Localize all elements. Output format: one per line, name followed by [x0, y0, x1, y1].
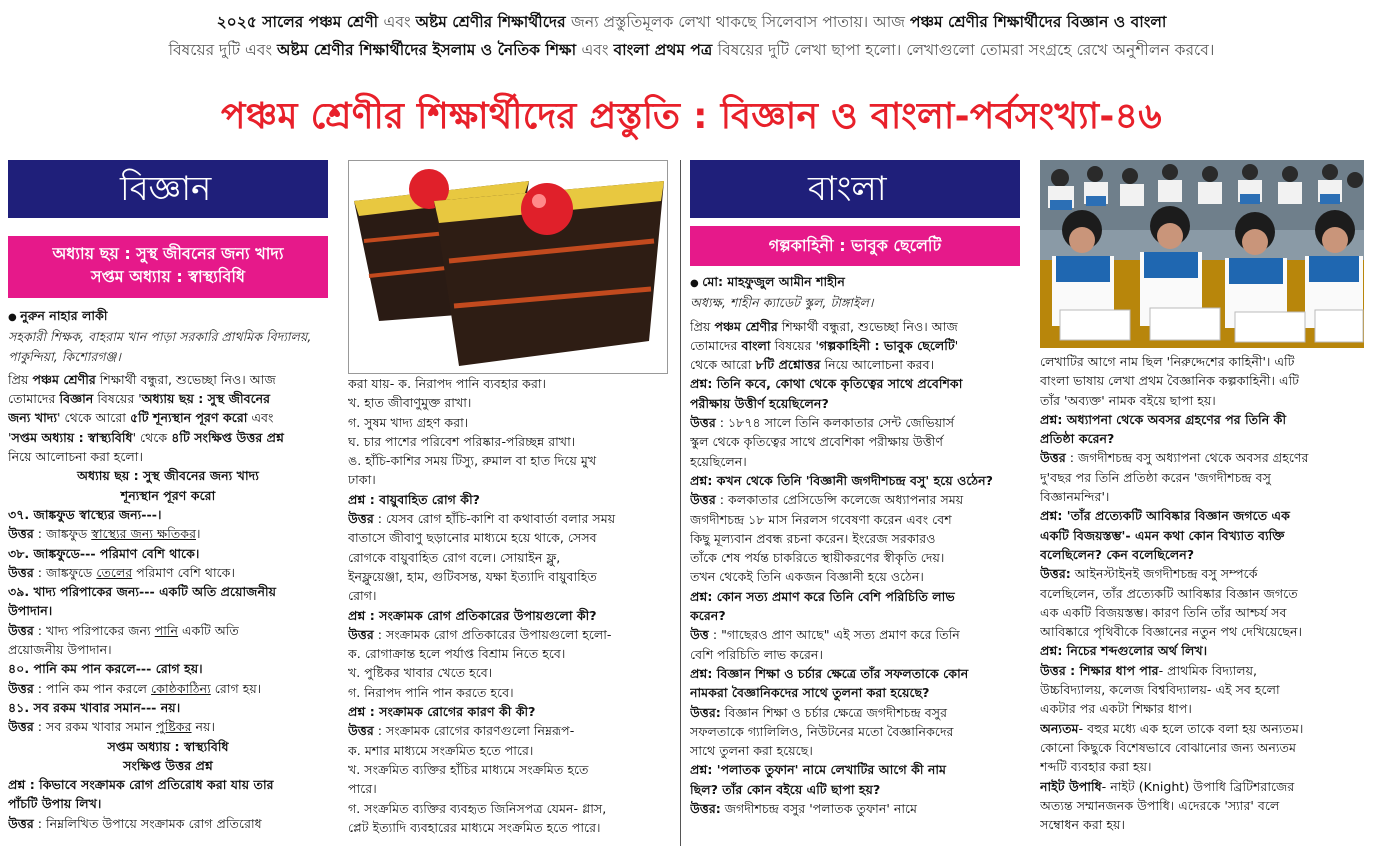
bangla2-seg: শিক্ষার ধাপ পার	[1079, 662, 1159, 678]
intro-seg: বিষয়ের দুটি এবং	[168, 41, 278, 59]
science2-line-20	[348, 760, 668, 779]
science-chapter-1: অধ্যায় ছয় : সুস্থ জীবনের জন্য খাদ্য	[52, 244, 284, 263]
bangla2-line-18	[1040, 699, 1366, 718]
bangla-seg: উত্তর	[690, 415, 716, 431]
bangla2-seg: সম্বোধন করা হয়।	[1040, 817, 1125, 833]
bangla-seg: প্রশ্ন: তিনি কবে, কোথা থেকে কৃতিত্বের সাথে প্রবেশিকা	[690, 376, 963, 392]
bangla-line-21	[690, 722, 1020, 741]
science-seg: অধ্যায় ছয় : সুস্থ জীবনের জন্য খাদ্য	[77, 468, 259, 484]
science2-seg: উত্তর	[348, 626, 374, 642]
science-line-9	[8, 544, 328, 563]
science-line-17	[8, 698, 328, 717]
science2-seg: খ. হাত জীবাণুমুক্ত রাখা।	[348, 395, 472, 411]
bangla-line-13	[690, 567, 1020, 586]
science-column	[8, 160, 328, 850]
bangla-seg: স্কুল থেকে কৃতিত্বের সাথে প্রবেশিকা পরীক্ষায় উত্তীর্ণ	[690, 434, 943, 450]
science2-seg: ক. মশার মাধ্যমে সংক্রমিত হতে পারে।	[348, 742, 534, 758]
science-seg: অধ্যায় ছয় : সুস্থ জীবনের	[141, 391, 271, 407]
bangla-seg: কিছু মূল্যবান প্রবন্ধ রচনা করেন। ইংরেজ সরকারও	[690, 530, 936, 546]
science-seg: : নিম্নলিখিত উপায়ে সংক্রামক রোগ প্রতিরোধ	[33, 815, 262, 831]
science-line-11	[8, 582, 328, 601]
bangla2-seg: বিজ্ঞানমন্দির'।	[1040, 489, 1110, 505]
bangla-seg: প্রশ্ন: 'পলাতক তুফান' নামে লেখাটির আগে কী নাম	[690, 762, 947, 778]
bangla2-line-14	[1040, 622, 1366, 641]
science-line-19	[8, 737, 328, 756]
bangla-line-17	[690, 645, 1020, 664]
bangla2-seg: একটার পর একটা শিক্ষার ধাপ।	[1040, 701, 1192, 717]
bangla2-seg: আইনস্টাইনই জগদীশচন্দ্র বসু সম্পর্কে	[1070, 566, 1258, 582]
science-seg: : সব রকম খাবার সমান	[33, 719, 157, 735]
bangla2-line-15	[1040, 641, 1366, 660]
bangla2-line-16	[1040, 661, 1366, 680]
science-line-20	[8, 756, 328, 775]
science-seg: ।	[196, 526, 201, 542]
bangla-author: ● মো: মাহফুজুল আমীন শাহীন	[690, 272, 1020, 293]
intro-seg: জন্য প্রস্তুতিমূলক লেখা থাকছে সিলেবাস পাতায়। আজ	[571, 13, 910, 31]
science-line-22	[8, 794, 328, 813]
intro-seg: এবং	[383, 13, 416, 31]
science-author-title: সহকারী শিক্ষক, বাহরাম খান পাড়া সরকারি প্রাথমিক বিদ্যালয়, পাকুন্দিয়া, কিশোরগঞ্জ।	[8, 329, 312, 364]
science2-seg: প্রশ্ন : সংক্রামক রোগের কারণ কী কী?	[348, 704, 536, 720]
science-line-14	[8, 640, 328, 659]
page-headline: পঞ্চম শ্রেণীর শিক্ষার্থীদের প্রস্তুতি : বিজ্ঞান ও বাংলা-পর্বসংখ্যা-৪৬	[221, 96, 1162, 137]
bangla-seg: বাংলা	[741, 337, 771, 353]
bangla-seg: হয়েছিলেন।	[690, 453, 747, 469]
science-line-8	[8, 524, 328, 543]
intro-seg: অষ্টম শ্রেণীর শিক্ষার্থীদের ইসলাম ও নৈতিক শিক্ষা	[277, 41, 582, 59]
bangla2-line-13	[1040, 603, 1366, 622]
science-column-continued	[348, 374, 668, 846]
bangla-seg: সফলতাকে গ্যালিলিও, নিউটনের মতো বৈজ্ঞানিকদের	[690, 723, 954, 739]
science-seg: পুষ্টিকর	[156, 719, 192, 735]
bangla2-line-6	[1040, 468, 1366, 487]
bangla-line-5	[690, 413, 1020, 432]
science-seg: জন্য খাদ্য	[8, 410, 58, 426]
bangla2-seg: : জগদীশচন্দ্র বসু অধ্যাপনা থেকে অবসর গ্রহণের	[1065, 450, 1309, 466]
science2-seg: ক. রোগাক্রান্ত হলে পর্যাপ্ত বিশ্রাম নিতে হবে।	[348, 646, 566, 662]
science-seg: প্রশ্ন : কিভাবে সংক্রামক রোগ প্রতিরোধ করা যায় তার	[8, 777, 274, 793]
bangla-line-0	[690, 317, 1020, 336]
science-seg: '	[8, 429, 12, 445]
science-seg: প্রিয়	[8, 371, 33, 387]
bangla-seg: বেশি পরিচিতি লাভ করেন।	[690, 646, 823, 662]
bangla2-seg: উত্তর	[1040, 450, 1066, 466]
bangla2-seg: বলেছিলেন? কেন বলেছিলেন?	[1040, 546, 1195, 562]
science2-line-13	[348, 625, 668, 644]
science-line-18	[8, 717, 328, 736]
science-seg: পরিমাণ বেশি থাকে।	[132, 564, 235, 580]
science-seg: উপাদান।	[8, 603, 53, 619]
science-seg: শিক্ষার্থী বন্ধুরা, শুভেচ্ছা নিও। আজ	[95, 371, 276, 387]
bangla2-seg: প্রশ্ন: 'তাঁর প্রত্যেকটি আবিষ্কার বিজ্ঞান জগতে এক	[1040, 508, 1290, 524]
bangla2-seg: নাইট উপাধি	[1040, 778, 1102, 794]
bangla2-line-2	[1040, 391, 1366, 410]
science-seg: তোমাদের	[8, 391, 60, 407]
science-seg: পাঁচটি উপায় লিখ।	[8, 796, 102, 812]
science-seg: সপ্তম অধ্যায় : স্বাস্থ্যবিধি	[11, 429, 133, 445]
science2-line-12	[348, 606, 668, 625]
bangla2-seg: - বহুর মধ্যে এক হলে তাকে বলা হয় অন্যতম।	[1078, 720, 1304, 736]
science-seg: : খাদ্য পরিপাকের জন্য	[33, 622, 155, 638]
science-body-continued	[348, 374, 668, 837]
bangla2-seg: এক একটি বিজয়স্তম্ভ। কারণ তিনি তাঁর আশ্চর্য সব	[1040, 604, 1287, 620]
bangla-seg: উত্তর:	[690, 801, 721, 817]
science2-line-22	[348, 799, 668, 818]
bangla2-seg: উত্তর :	[1040, 662, 1080, 678]
bangla-seg: পরীক্ষায় উত্তীর্ণ হয়েছিলেন?	[690, 395, 829, 411]
bangla-seg: : "গাছেরও প্রাণ আছে" এই সত্য প্রমাণ করে তিনি	[708, 627, 960, 643]
science2-seg: : যেসব রোগ হাঁচি-কাশি বা কথাবার্তা বলার সময়	[373, 511, 616, 527]
intro-seg: এবং	[581, 41, 614, 59]
science2-line-5	[348, 470, 668, 489]
bangla-seg: তখন থেকেই তিনি একজন বিজ্ঞানী হয়ে ওঠেন।	[690, 569, 924, 585]
science2-line-14	[348, 644, 668, 663]
bangla-line-4	[690, 394, 1020, 413]
science-seg: ' থেকে আরো	[57, 410, 130, 426]
bangla-seg: : ১৮৭৪ সালে তিনি কলকাতার সেন্ট জেভিয়ার্স	[715, 415, 955, 431]
science-seg: কোষ্ঠকাঠিন্য	[151, 680, 211, 696]
bangla2-seg: - নাইট (Knight) উপাধি ব্রিটিশরাজের	[1101, 778, 1295, 794]
bangla-seg: তাঁকে শেষ পর্যন্ত চাকরিতে স্থায়ীকরণের স্বীকৃতি দেয়।	[690, 550, 945, 566]
bangla-seg: জগদীশচন্দ্র বসুর 'পলাতক তুফান' নামে	[720, 801, 918, 817]
bangla2-line-5	[1040, 448, 1366, 467]
science2-line-2	[348, 413, 668, 432]
bangla-line-16	[690, 625, 1020, 644]
bangla-seg: বিষয়ের '	[770, 337, 820, 353]
bangla-seg: '	[954, 337, 959, 353]
science-seg: পানি	[154, 622, 179, 638]
bangla2-seg: - প্রাথমিক বিদ্যালয়,	[1158, 662, 1258, 678]
bangla-seg: উত্ত	[690, 627, 709, 643]
bangla-line-15	[690, 606, 1020, 625]
bangla-seg: উত্তর	[690, 492, 716, 508]
bangla-seg: প্রশ্ন: বিজ্ঞান শিক্ষা ও চর্চার ক্ষেত্রে তাঁর সফলতাকে কোন	[690, 665, 969, 681]
bangla2-line-10	[1040, 545, 1366, 564]
intro-line-1	[0, 8, 1383, 36]
bangla-body-continued	[1040, 352, 1366, 834]
bangla-line-25	[690, 799, 1020, 818]
bangla-banner: বাংলা	[690, 160, 1020, 218]
cake-image	[348, 160, 668, 374]
science2-seg: ঢাকা।	[348, 472, 376, 488]
bangla-column-continued	[1040, 352, 1366, 846]
bangla2-seg: শব্দটি ব্যবহার করা হয়।	[1040, 759, 1152, 775]
science-seg: উত্তর	[8, 526, 34, 542]
bangla-line-1	[690, 336, 1020, 355]
bangla2-seg: বলেছিলেন, তাঁর প্রত্যেকটি আবিষ্কার বিজ্ঞান জগতে	[1040, 585, 1298, 601]
science2-seg: গ. সংক্রমিত ব্যক্তির ব্যবহৃত জিনিসপত্র যেমন- গ্লাস,	[348, 800, 607, 816]
bangla2-seg: প্রশ্ন: নিচের শব্দগুলোর অর্থ লিখ।	[1040, 643, 1208, 659]
bangla2-line-9	[1040, 526, 1366, 545]
bangla-line-11	[690, 529, 1020, 548]
intro-seg: অষ্টম শ্রেণীর শিক্ষার্থীদের	[415, 13, 571, 31]
science2-seg: : সংক্রামক রোগের কারণগুলো নিম্নরূপ-	[373, 723, 575, 739]
intro-seg: ২০২৫ সালের	[216, 13, 309, 31]
science2-seg: করা যায়- ক. নিরাপদ পানি ব্যবহার করা।	[348, 376, 547, 391]
bangla-line-2	[690, 355, 1020, 374]
science2-seg: প্রশ্ন : বায়ুবাহিত রোগ কী?	[348, 491, 480, 507]
bangla-seg: প্রশ্ন: কোন সত্য প্রমাণ করে তিনি বেশি পরিচিতি লাভ	[690, 588, 955, 604]
bangla-seg: শিক্ষার্থী বন্ধুরা, শুভেচ্ছা নিও। আজ	[777, 318, 958, 334]
science-seg: তেলের	[96, 564, 133, 580]
science2-seg: উত্তর	[348, 511, 374, 527]
science2-line-21	[348, 779, 668, 798]
bangla-line-7	[690, 452, 1020, 471]
bangla-line-6	[690, 432, 1020, 451]
bangla2-line-21	[1040, 757, 1366, 776]
science-seg: ৩৯. খাদ্য পরিপাকের জন্য--- একটি অতি প্রয়োজনীয়	[8, 584, 276, 600]
science2-line-17	[348, 702, 668, 721]
bangla-seg: জগদীশচন্দ্র ১৮ মাস নিরলস গবেষণা করেন এবং বেশ	[690, 511, 952, 527]
science2-seg: ইনফ্লুয়েঞ্জা, হাম, গুটিবসন্ত, যক্ষা ইত্যাদি বায়ুবাহিত	[348, 568, 597, 584]
science-seg: রোগ হয়।	[210, 680, 262, 696]
bangla2-line-8	[1040, 506, 1366, 525]
science2-line-3	[348, 432, 668, 451]
science-line-4	[8, 447, 328, 466]
science-line-16	[8, 679, 328, 698]
bangla2-seg: অন্যতম	[1040, 720, 1079, 736]
bangla-seg: : কলকাতার প্রেসিডেন্সি কলেজে অধ্যাপনার সময়	[715, 492, 964, 508]
science-seg: ৪টি সংক্ষিপ্ত উত্তর প্রশ্ন	[171, 429, 284, 445]
intro-seg: বিষয়ের দুটি লেখা ছাপা হলো। লেখাগুলো তোমরা সংগ্রহে রেখে অনুশীলন করবে।	[717, 41, 1215, 59]
science2-line-10	[348, 567, 668, 586]
science-seg: পঞ্চম শ্রেণীর	[32, 371, 96, 387]
bangla2-line-23	[1040, 796, 1366, 815]
bangla-line-18	[690, 664, 1020, 683]
bangla2-seg: প্রশ্ন: অধ্যাপনা থেকে অবসর গ্রহণের পর তিনি কী	[1040, 411, 1287, 427]
intro-seg: বাংলা প্রথম পত্র	[613, 41, 718, 59]
bangla-line-24	[690, 780, 1020, 799]
bangla2-line-4	[1040, 429, 1366, 448]
bangla2-line-1	[1040, 371, 1366, 390]
science-line-0	[8, 370, 328, 389]
science2-line-15	[348, 663, 668, 682]
bangla-seg: নামকরা বৈজ্ঞানিকদের সাথে তুলনা করা হয়েছে?	[690, 685, 930, 701]
science-body	[8, 370, 328, 833]
bangla2-line-20	[1040, 738, 1366, 757]
bangla2-seg: অত্যন্ত সম্মানজনক উপাধি। এদেরকে 'স্যার' বলে	[1040, 797, 1280, 813]
bangla-seg: সাথে তুলনা করা হয়েছে।	[690, 743, 813, 759]
science-seg: ৩৭. জাঙ্কফুড স্বাস্থ্যের জন্য---।	[8, 506, 162, 522]
science2-line-4	[348, 451, 668, 470]
bangla-line-22	[690, 741, 1020, 760]
science2-seg: প্লেট ইত্যাদি ব্যবহারের মাধ্যমে সংক্রমিত হতে পারে।	[348, 819, 601, 835]
bangla2-line-22	[1040, 777, 1366, 796]
science2-seg: রোগ।	[348, 588, 377, 604]
bangla2-seg: তাঁর 'অব্যক্ত' নামক বইয়ে ছাপা হয়।	[1040, 392, 1216, 408]
bangla2-seg: প্রতিষ্ঠা করেন?	[1040, 431, 1115, 447]
science-line-21	[8, 775, 328, 794]
science-seg: : জাঙ্কফুড	[33, 526, 92, 542]
science-line-6	[8, 486, 328, 505]
science-line-12	[8, 601, 328, 620]
bangla-line-9	[690, 490, 1020, 509]
science-seg: ৫টি শূন্যস্থান পূরণ করো	[129, 410, 248, 426]
science2-line-1	[348, 393, 668, 412]
bangla2-line-0	[1040, 352, 1366, 371]
bangla-line-23	[690, 760, 1020, 779]
bangla-body	[690, 317, 1020, 819]
science-seg: : জাঙ্কফুডে	[33, 564, 97, 580]
science2-seg: পারে।	[348, 781, 377, 797]
bangla-line-10	[690, 510, 1020, 529]
science2-seg: রোগকে বায়ুবাহিত রোগ বলে। সোয়াইন ফ্লু,	[348, 549, 561, 565]
bangla-story-box: গল্পকাহিনী : ভাবুক ছেলেটি	[690, 226, 1020, 266]
bangla-line-12	[690, 548, 1020, 567]
bangla-seg: প্রশ্ন: কখন থেকে তিনি 'বিজ্ঞানী জগদীশচন্দ্র বসু' হয়ে ওঠেন?	[690, 472, 993, 488]
science2-line-18	[348, 721, 668, 740]
science-seg: উত্তর	[8, 622, 34, 638]
science2-seg: : সংক্রামক রোগ প্রতিকারের উপায়গুলো হলো-	[373, 626, 612, 642]
bangla-seg: প্রিয়	[690, 318, 715, 334]
bangla2-line-24	[1040, 815, 1366, 834]
science-line-7	[8, 505, 328, 524]
bangla-seg: নিয়ে আলোচনা করব।	[820, 357, 935, 373]
intro-line-2	[0, 36, 1383, 64]
bangla2-line-3	[1040, 410, 1366, 429]
science2-line-23	[348, 818, 668, 837]
science-line-2	[8, 408, 328, 427]
science-seg: নয়।	[191, 719, 215, 735]
science-line-1	[8, 389, 328, 408]
science2-seg: খ. পুষ্টিকর খাবার খেতে হবে।	[348, 665, 493, 681]
bangla-line-19	[690, 683, 1020, 702]
bangla-seg: গল্পকাহিনী : ভাবুক ছেলেটি	[819, 337, 955, 353]
intro-seg: পঞ্চম শ্রেণীর শিক্ষার্থীদের বিজ্ঞান ও বাংলা	[909, 13, 1167, 31]
science-author: ● নুরুন নাহার লাকী	[8, 306, 328, 327]
science-seg: ৩৮. জাঙ্কফুডে--- পরিমাণ বেশি থাকে।	[8, 545, 200, 561]
science-seg: ' থেকে	[132, 429, 172, 445]
classroom-photo	[1040, 160, 1364, 348]
bangla-line-14	[690, 587, 1020, 606]
science2-line-11	[348, 586, 668, 605]
science-seg: একটি অতি	[178, 622, 239, 638]
science-line-23	[8, 814, 328, 833]
science-line-10	[8, 563, 328, 582]
bangla2-line-12	[1040, 584, 1366, 603]
bangla2-seg: আবিষ্কারে পৃথিবীকে বিজ্ঞানের নতুন পথ দেখিয়েছেন।	[1040, 624, 1302, 640]
science-chapter-2: সপ্তম অধ্যায় : স্বাস্থ্যবিধি	[91, 267, 245, 286]
bangla-seg: থেকে আরো	[690, 357, 756, 373]
intro-text	[0, 8, 1383, 64]
science-seg: উত্তর	[8, 719, 34, 735]
science-line-15	[8, 659, 328, 678]
science2-line-9	[348, 548, 668, 567]
science2-seg: ঘ. চার পাশের পরিবেশ পরিষ্কার-পরিচ্ছন্ন রাখা।	[348, 433, 576, 449]
bangla-seg: পঞ্চম শ্রেণীর	[714, 318, 778, 334]
bangla-line-20	[690, 703, 1020, 722]
science2-seg: গ. সুষম খাদ্য গ্রহণ করা।	[348, 414, 469, 430]
science2-seg: বাতাসে জীবাণু ছড়ানোর মাধ্যমে হয়ে থাকে, সেসব	[348, 530, 597, 546]
science2-seg: গ. নিরাপদ পানি পান করতে হবে।	[348, 684, 514, 700]
bangla-seg: ছিল? তাঁর কোন বইয়ে এটি ছাপা হয়?	[690, 781, 881, 797]
science2-seg: প্রশ্ন : সংক্রামক রোগ প্রতিকারের উপায়গুলো কী?	[348, 607, 597, 623]
science-seg: শূন্যস্থান পূরণ করো	[120, 487, 216, 503]
science-seg: নিয়ে আলোচনা করা হলো।	[8, 449, 143, 465]
bangla-seg: করেন?	[690, 608, 726, 624]
bangla-line-3	[690, 374, 1020, 393]
bangla2-seg: লেখাটির আগে নাম ছিল 'নিরুদ্দেশের কাহিনী'। এটি	[1040, 354, 1295, 369]
bangla-seg: তোমাদের	[690, 337, 742, 353]
science-seg: বিষয়ের '	[93, 391, 142, 407]
science-line-13	[8, 621, 328, 640]
bangla-seg: ৮টি প্রশ্নোত্তর	[755, 357, 821, 373]
science-seg: উত্তর	[8, 680, 34, 696]
bangla2-seg: কোনো কিছুকে বিশেষভাবে বোঝানোর জন্য অন্যতম	[1040, 739, 1296, 755]
intro-seg: পঞ্চম শ্রেণী	[308, 13, 384, 31]
science-line-5	[8, 466, 328, 485]
science-seg: সপ্তম অধ্যায় : স্বাস্থ্যবিধি	[107, 738, 229, 754]
science-seg: ৪১. সব রকম খাবার সমান--- নয়।	[8, 699, 181, 715]
bangla2-seg: উত্তর:	[1040, 566, 1071, 582]
bangla2-line-17	[1040, 680, 1366, 699]
science-seg: ৪০. পানি কম পান করলে--- রোগ হয়।	[8, 661, 203, 677]
bangla2-seg: দু'বছর পর তিনি প্রতিষ্ঠা করেন 'জগদীশচন্দ্র বসু	[1040, 469, 1271, 485]
science2-seg: ঙ. হাঁচি-কাশির সময় টিস্যু, রুমাল বা হাত দিয়ে মুখ	[348, 453, 597, 469]
bangla-line-8	[690, 471, 1020, 490]
science-seg: উত্তর	[8, 815, 34, 831]
science-seg: প্রয়োজনীয় উপাদান।	[8, 642, 112, 658]
science-seg: উত্তর	[8, 564, 34, 580]
bangla2-line-7	[1040, 487, 1366, 506]
bangla-author-title: অধ্যক্ষ, শাহীন ক্যাডেট স্কুল, টাঙ্গাইল।	[690, 295, 874, 311]
bangla-seg: উত্তর:	[690, 704, 721, 720]
science2-line-8	[348, 528, 668, 547]
bangla-seg: বিজ্ঞান শিক্ষা ও চর্চার ক্ষেত্রে জগদীশচন্দ্র বসুর	[720, 704, 948, 720]
science-banner: বিজ্ঞান	[8, 160, 328, 218]
column-divider	[680, 160, 681, 846]
science2-line-16	[348, 683, 668, 702]
science-seg: স্বাস্থ্যের জন্য ক্ষতিকর	[91, 526, 197, 542]
bangla2-seg: উচ্চবিদ্যালয়, কলেজ বিশ্ববিদ্যালয়- এই সব হলো	[1040, 682, 1280, 698]
science2-seg: খ. সংক্রমিত ব্যক্তির হাঁচির মাধ্যমে সংক্রমিত হতে	[348, 761, 589, 777]
science-seg: সংক্ষিপ্ত উত্তর প্রশ্ন	[123, 757, 213, 773]
science-chapter-box	[8, 236, 328, 298]
science2-line-0	[348, 374, 668, 393]
bangla2-seg: বাংলা ভাষায় লেখা প্রথম বৈজ্ঞানিক কল্পকাহিনী। এটি	[1040, 373, 1300, 389]
science2-line-19	[348, 741, 668, 760]
bangla2-seg: একটি বিজয়স্তম্ভ'- এমন কথা কোন বিখ্যাত ব্যক্তি	[1040, 527, 1285, 543]
science-seg: বিজ্ঞান	[59, 391, 94, 407]
science2-line-7	[348, 509, 668, 528]
bangla2-line-11	[1040, 564, 1366, 583]
science-seg: : পানি কম পান করলে	[33, 680, 152, 696]
science2-seg: উত্তর	[348, 723, 374, 739]
bangla-column	[690, 160, 1020, 850]
science2-line-6	[348, 490, 668, 509]
bangla2-line-19	[1040, 719, 1366, 738]
science-seg: এবং	[247, 410, 274, 426]
science-line-3	[8, 428, 328, 447]
